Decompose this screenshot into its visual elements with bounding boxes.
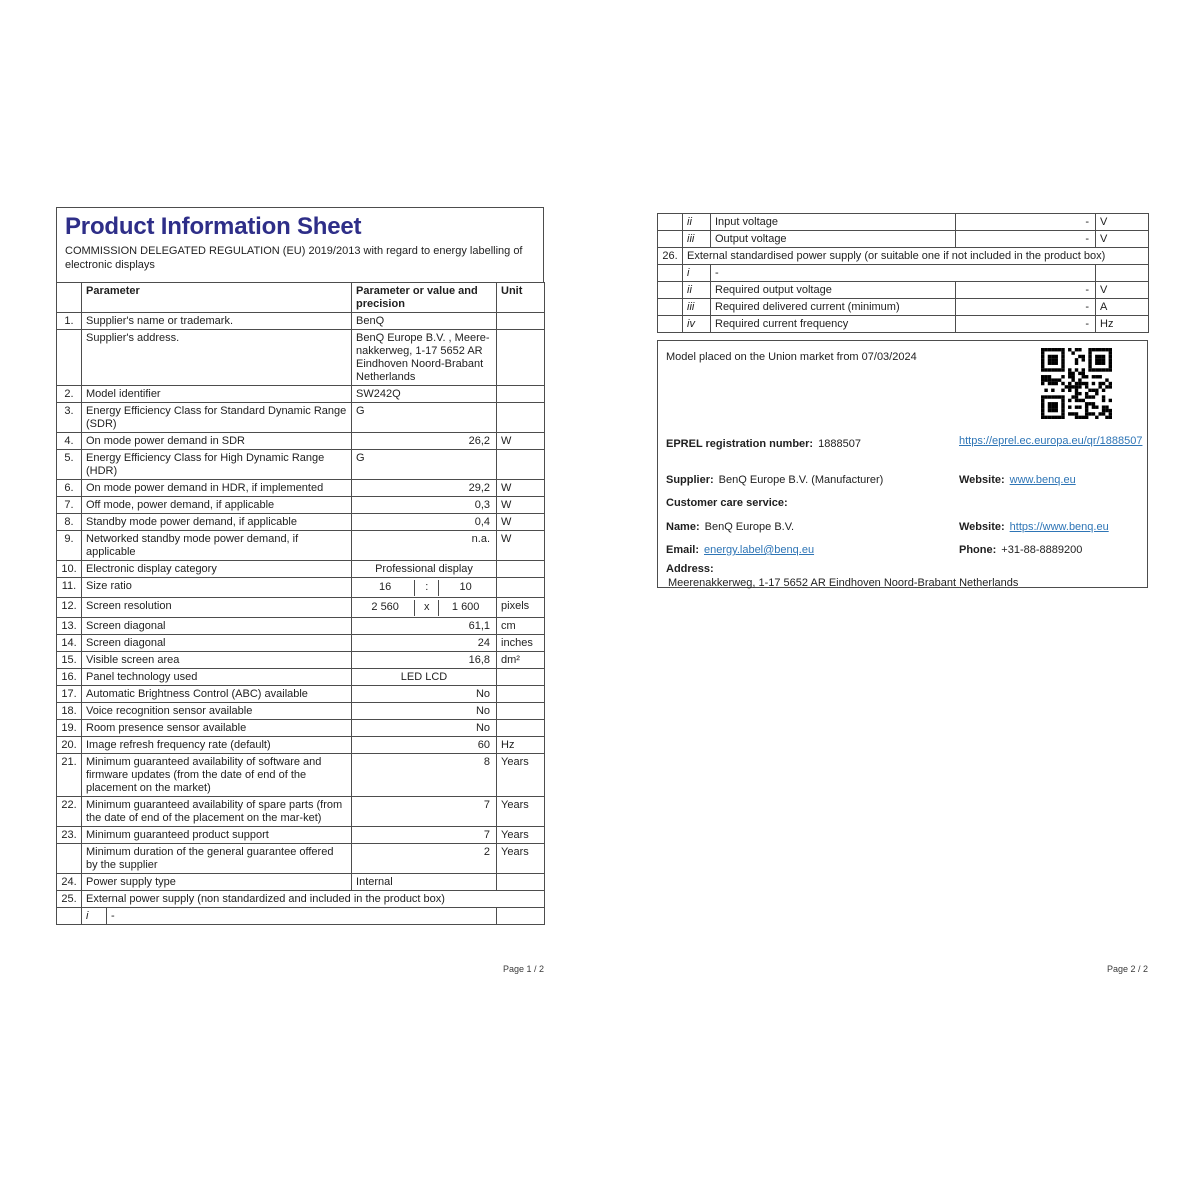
split-segment: :	[414, 580, 439, 596]
cell-unit	[497, 561, 545, 578]
cell-value: -	[956, 214, 1096, 231]
header-num	[57, 283, 82, 313]
benq-website-link-2[interactable]: https://www.benq.eu	[1009, 521, 1109, 533]
cell-unit: pixels	[497, 598, 545, 618]
cell-value-split	[352, 578, 497, 598]
cell-label: Supplier's address.	[82, 330, 352, 386]
cell-label: Supplier's name or trademark.	[82, 313, 352, 330]
website2-label: Website:	[959, 521, 1005, 533]
cell-label: Minimum guaranteed availability of software and firmware updates (from the date of end of the placement on the market)	[82, 754, 352, 797]
cell-unit	[497, 908, 545, 925]
email-label: Email:	[666, 544, 700, 556]
table-row	[57, 386, 545, 403]
cell-num: 22.	[57, 797, 82, 827]
cell-label: Minimum duration of the general guarantee offered by the supplier	[82, 844, 352, 874]
split-segment: x	[414, 600, 439, 616]
cell-value: G	[352, 450, 497, 480]
name-label: Name:	[666, 521, 700, 533]
page2-sheet	[657, 213, 1148, 333]
eprel-url-cell	[959, 435, 1159, 448]
cell-label: Room presence sensor available	[82, 720, 352, 737]
cell-unit	[497, 686, 545, 703]
cell-value: Internal	[352, 874, 497, 891]
split-segment: 1 600	[451, 601, 480, 613]
table-row	[57, 737, 545, 754]
table-row	[57, 578, 545, 598]
cell-label: On mode power demand in SDR	[82, 433, 352, 450]
split-segment: 2 560	[371, 601, 399, 613]
cell-unit	[497, 313, 545, 330]
cell-num: 10.	[57, 561, 82, 578]
cell-unit	[497, 703, 545, 720]
cell-unit: cm	[497, 618, 545, 635]
cell-num: 26.	[658, 248, 683, 265]
cell-label: Required current frequency	[711, 316, 956, 333]
cell-value: 24	[352, 635, 497, 652]
cell-num: 21.	[57, 754, 82, 797]
table-row	[57, 686, 545, 703]
parameters-table-page1	[56, 282, 545, 925]
page-title: Product Information Sheet	[65, 213, 362, 240]
cell-value-split	[352, 598, 497, 618]
table-row	[658, 265, 1149, 282]
phone-row	[959, 544, 1082, 557]
cell-value: n.a.	[352, 531, 497, 561]
cell-label: Panel technology used	[82, 669, 352, 686]
page1-sheet	[56, 207, 544, 925]
cell-unit: W	[497, 480, 545, 497]
cell-unit: V	[1096, 214, 1149, 231]
cell-num: 5.	[57, 450, 82, 480]
cell-value: 2	[352, 844, 497, 874]
cell-unit: Hz	[497, 737, 545, 754]
cell-value: 60	[352, 737, 497, 754]
address-heading: Address:	[666, 563, 714, 575]
cell-value: 16,8	[352, 652, 497, 669]
cell-roman: i	[82, 908, 107, 925]
cell-value: -	[956, 282, 1096, 299]
table-row	[57, 330, 545, 386]
benq-website-link[interactable]: www.benq.eu	[1009, 474, 1076, 486]
website2-row	[959, 521, 1109, 534]
cell-label: Size ratio	[82, 578, 352, 598]
supplier-label: Supplier:	[666, 474, 714, 486]
email-link[interactable]: energy.label@benq.eu	[704, 544, 815, 556]
cell-unit: V	[1096, 231, 1149, 248]
cell-unit: W	[497, 531, 545, 561]
cell-value: Professional display	[352, 561, 497, 578]
cell-num	[57, 908, 82, 925]
table-row	[57, 531, 545, 561]
cell-num: 11.	[57, 578, 82, 598]
cell-value: No	[352, 720, 497, 737]
cell-roman: ii	[683, 214, 711, 231]
cell-label: Minimum guaranteed availability of spare parts (from the date of end of the placement on the mar-ket)	[82, 797, 352, 827]
eprel-label: EPREL registration number:	[666, 438, 814, 450]
website1-row	[959, 474, 1076, 487]
cell-num: 7.	[57, 497, 82, 514]
cell-num: 25.	[57, 891, 82, 908]
eprel-value: 1888507	[818, 438, 861, 450]
cell-num: 4.	[57, 433, 82, 450]
table-row	[57, 669, 545, 686]
table-row	[57, 618, 545, 635]
table-row	[57, 480, 545, 497]
cell-label: On mode power demand in HDR, if implemented	[82, 480, 352, 497]
cell-num: 18.	[57, 703, 82, 720]
cell-unit: inches	[497, 635, 545, 652]
regulation-subtitle: COMMISSION DELEGATED REGULATION (EU) 2019/2013 with regard to energy labelling of electronic displays	[65, 245, 523, 271]
cell-num	[658, 265, 683, 282]
table-row	[658, 282, 1149, 299]
eprel-link[interactable]: https://eprel.ec.europa.eu/qr/1888507	[959, 435, 1143, 447]
table-row	[57, 561, 545, 578]
cell-label: Networked standby mode power demand, if applicable	[82, 531, 352, 561]
cell-label: Energy Efficiency Class for Standard Dynamic Range (SDR)	[82, 403, 352, 433]
cell-label-span: External standardised power supply (or suitable one if not included in the product box)	[683, 248, 1149, 265]
cell-value: 0,4	[352, 514, 497, 531]
cell-value: -	[956, 299, 1096, 316]
cell-value: 29,2	[352, 480, 497, 497]
cell-unit: Years	[497, 844, 545, 874]
cell-label-span: External power supply (non standardized and included in the product box)	[82, 891, 545, 908]
table-row	[57, 754, 545, 797]
table-row	[57, 450, 545, 480]
cell-label: Standby mode power demand, if applicable	[82, 514, 352, 531]
table-row	[57, 720, 545, 737]
cell-unit: Years	[497, 797, 545, 827]
table-row	[658, 248, 1149, 265]
cell-roman: ii	[683, 282, 711, 299]
cell-value: LED LCD	[352, 669, 497, 686]
table-row	[658, 299, 1149, 316]
phone-label: Phone:	[959, 544, 997, 556]
cell-num: 17.	[57, 686, 82, 703]
cell-num: 23.	[57, 827, 82, 844]
sheet-header	[56, 207, 544, 282]
cell-unit	[497, 720, 545, 737]
cell-value: 61,1	[352, 618, 497, 635]
cell-label: Off mode, power demand, if applicable	[82, 497, 352, 514]
name-row	[666, 521, 794, 534]
cell-label: Automatic Brightness Control (ABC) available	[82, 686, 352, 703]
phone-value: +31-88-8889200	[1001, 544, 1083, 556]
email-row	[666, 544, 814, 557]
cell-unit: Hz	[1096, 316, 1149, 333]
cell-value: G	[352, 403, 497, 433]
table-row	[57, 403, 545, 433]
cell-label: Visible screen area	[82, 652, 352, 669]
cell-label: Model identifier	[82, 386, 352, 403]
cell-num: 19.	[57, 720, 82, 737]
table-row	[658, 316, 1149, 333]
cell-num: 3.	[57, 403, 82, 433]
table-row	[658, 231, 1149, 248]
cell-unit: Years	[497, 827, 545, 844]
cell-unit	[497, 669, 545, 686]
market-date-line: Model placed on the Union market from 07/03/2024	[666, 351, 917, 363]
cell-unit: V	[1096, 282, 1149, 299]
table-row	[57, 874, 545, 891]
cell-label: Image refresh frequency rate (default)	[82, 737, 352, 754]
cell-num: 16.	[57, 669, 82, 686]
cell-label: Voice recognition sensor available	[82, 703, 352, 720]
cell-unit: W	[497, 433, 545, 450]
table-row	[57, 635, 545, 652]
cell-label: Energy Efficiency Class for High Dynamic Range (HDR)	[82, 450, 352, 480]
cell-value: -	[107, 908, 497, 925]
cell-unit	[497, 330, 545, 386]
cell-value: -	[956, 231, 1096, 248]
cell-value: BenQ	[352, 313, 497, 330]
table-header-row	[57, 283, 545, 313]
cell-unit	[1096, 265, 1149, 282]
customer-care-heading: Customer care service:	[666, 497, 788, 509]
table-row	[57, 844, 545, 874]
cell-num	[658, 282, 683, 299]
cell-unit	[497, 450, 545, 480]
cell-num: 2.	[57, 386, 82, 403]
cell-roman: iv	[683, 316, 711, 333]
split-segment: 10	[459, 581, 472, 593]
cell-unit: Years	[497, 754, 545, 797]
cell-value: 7	[352, 797, 497, 827]
cell-num: 12.	[57, 598, 82, 618]
cell-label: Power supply type	[82, 874, 352, 891]
cell-num: 9.	[57, 531, 82, 561]
table-row	[57, 313, 545, 330]
cell-unit	[497, 386, 545, 403]
supplier-row	[666, 474, 883, 487]
cell-label: Screen diagonal	[82, 618, 352, 635]
page-number-1: Page 1 / 2	[502, 964, 544, 974]
cell-value: 7	[352, 827, 497, 844]
name-value: BenQ Europe B.V.	[704, 521, 795, 533]
cell-value: SW242Q	[352, 386, 497, 403]
cell-value: 0,3	[352, 497, 497, 514]
cell-value: -	[711, 265, 1096, 282]
header-unit: Unit	[497, 283, 545, 313]
cell-label: Required output voltage	[711, 282, 956, 299]
cell-num: 14.	[57, 635, 82, 652]
cell-unit: A	[1096, 299, 1149, 316]
website1-label: Website:	[959, 474, 1005, 486]
cell-value: 8	[352, 754, 497, 797]
cell-num	[658, 231, 683, 248]
table-row	[57, 703, 545, 720]
cell-label: Required delivered current (minimum)	[711, 299, 956, 316]
cell-num	[658, 214, 683, 231]
split-segment: 16	[379, 581, 392, 593]
table-row	[658, 214, 1149, 231]
page-number-2: Page 2 / 2	[1106, 964, 1148, 974]
header-value: Parameter or value and precision	[352, 283, 497, 313]
table-row	[57, 652, 545, 669]
cell-label: Minimum guaranteed product support	[82, 827, 352, 844]
qr-code	[1041, 348, 1112, 419]
table-row	[57, 497, 545, 514]
cell-value: No	[352, 686, 497, 703]
parameters-table-page2	[657, 213, 1149, 333]
eprel-registration-row	[666, 438, 861, 451]
cell-label: Output voltage	[711, 231, 956, 248]
header-parameter: Parameter	[82, 283, 352, 313]
cell-num: 6.	[57, 480, 82, 497]
cell-num	[57, 844, 82, 874]
cell-num: 15.	[57, 652, 82, 669]
cell-roman: iii	[683, 299, 711, 316]
cell-unit: dm²	[497, 652, 545, 669]
cell-num	[658, 316, 683, 333]
cell-unit	[497, 403, 545, 433]
cell-num	[658, 299, 683, 316]
cell-num	[57, 330, 82, 386]
table-row	[57, 827, 545, 844]
cell-label: Electronic display category	[82, 561, 352, 578]
cell-unit	[497, 578, 545, 598]
info-box	[657, 340, 1148, 588]
cell-num: 24.	[57, 874, 82, 891]
cell-label: Screen resolution	[82, 598, 352, 618]
table-row	[57, 908, 545, 925]
cell-num: 1.	[57, 313, 82, 330]
table-row	[57, 891, 545, 908]
cell-num: 8.	[57, 514, 82, 531]
cell-value: -	[956, 316, 1096, 333]
cell-num: 13.	[57, 618, 82, 635]
cell-label: Screen diagonal	[82, 635, 352, 652]
cell-unit: W	[497, 497, 545, 514]
cell-unit: W	[497, 514, 545, 531]
cell-value: No	[352, 703, 497, 720]
cell-label: Input voltage	[711, 214, 956, 231]
table-row	[57, 433, 545, 450]
cell-roman: iii	[683, 231, 711, 248]
cell-value: 26,2	[352, 433, 497, 450]
cell-num: 20.	[57, 737, 82, 754]
table-row	[57, 598, 545, 618]
cell-roman: i	[683, 265, 711, 282]
table-row	[57, 514, 545, 531]
cell-unit	[497, 874, 545, 891]
cell-value: BenQ Europe B.V. , Meere-nakkerweg, 1-17 5652 AR Eindhoven Noord-Brabant Netherlands	[352, 330, 497, 386]
supplier-value: BenQ Europe B.V. (Manufacturer)	[718, 474, 884, 486]
qr-code-image	[1041, 348, 1112, 419]
table-row	[57, 797, 545, 827]
address-value: Meerenakkerweg, 1-17 5652 AR Eindhoven Noord-Brabant Netherlands	[668, 577, 1019, 589]
